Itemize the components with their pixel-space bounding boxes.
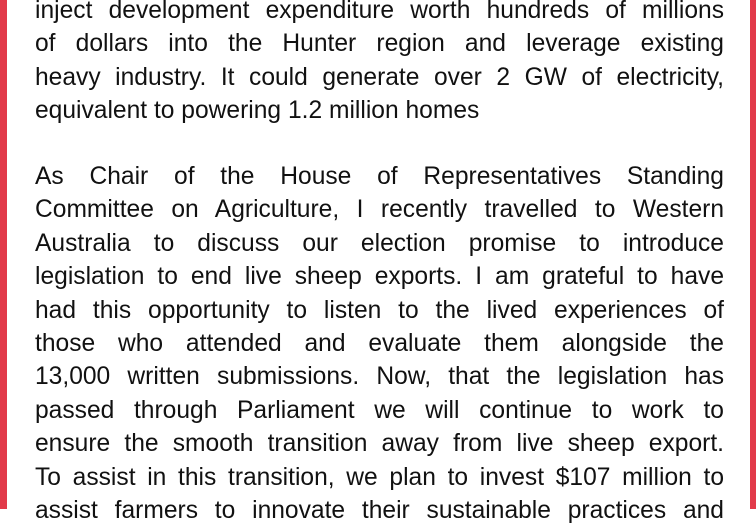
- text-line: Australia to discuss our election promise to introduce: [35, 229, 724, 257]
- text-line: legislation to end live sheep exports. I am grateful to have: [35, 263, 724, 291]
- right-red-border: [750, 0, 756, 509]
- text-line: passed through Parliament we will continue to work to: [35, 396, 724, 424]
- text-line: Committee on Agriculture, I recently travelled to Western: [35, 196, 724, 224]
- text-line: heavy industry. It could generate over 2 GW of electricity,: [35, 63, 724, 91]
- text-line: ensure the smooth transition away from live sheep export.: [35, 430, 724, 458]
- text-line: 13,000 written submissions. Now, that the legislation has: [35, 363, 724, 391]
- text-line: equivalent to powering 1.2 million homes: [35, 97, 480, 125]
- text-line: assist farmers to innovate their sustainable practices and: [35, 496, 724, 524]
- text-line: To assist in this transition, we plan to invest $107 million to: [35, 463, 724, 491]
- left-red-border: [0, 0, 7, 509]
- paragraph-live-sheep-exports: [35, 160, 724, 527]
- text-line: of dollars into the Hunter region and leverage existing: [35, 30, 724, 58]
- text-line: had this opportunity to listen to the lived experiences of: [35, 296, 724, 324]
- text-line: those who attended and evaluate them alongside the: [35, 329, 724, 357]
- text-line: As Chair of the House of Representatives Standing: [35, 163, 724, 190]
- text-line: inject development expenditure worth hundreds of millions: [35, 0, 724, 24]
- paragraph-hunter-region: [35, 0, 724, 128]
